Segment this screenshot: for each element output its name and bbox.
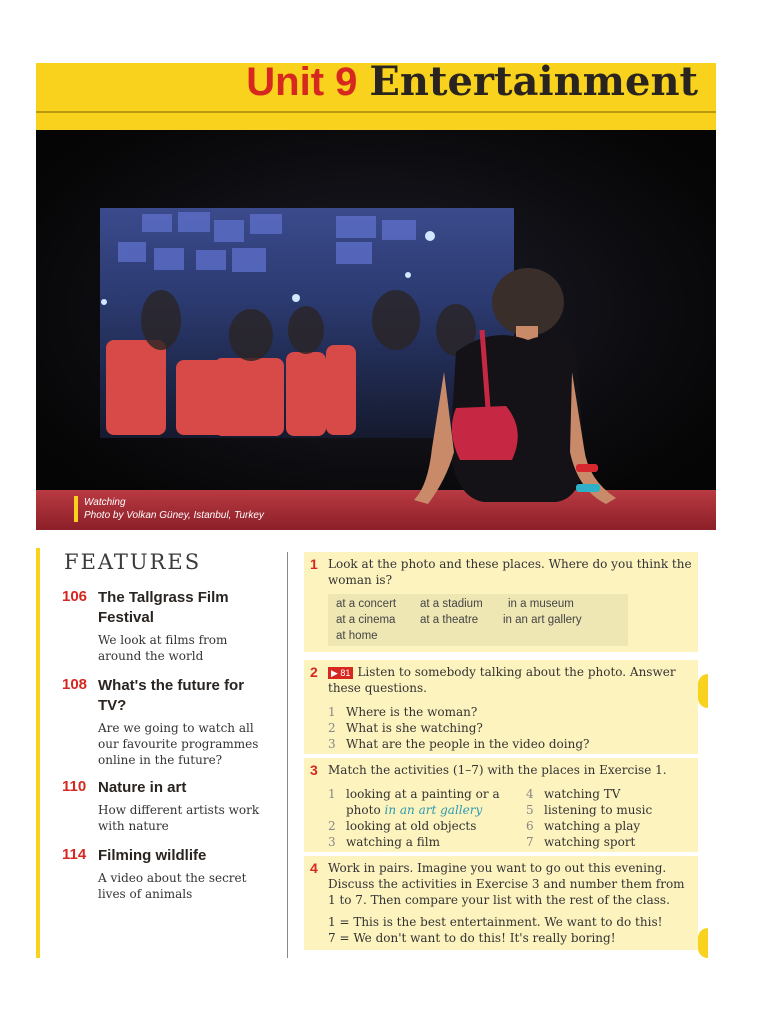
activity-item: photo in an art gallery: [346, 803, 483, 817]
feature-description: How different artists work with nature: [98, 803, 260, 833]
activity-item: 5 listening to music: [526, 803, 653, 817]
place-option: at a theatre: [420, 614, 479, 626]
unit-title: [246, 58, 698, 106]
unit-number: Unit 9: [246, 60, 358, 104]
handbag: [452, 406, 518, 460]
ranking-key-best: 1 = This is the best entertainment. We want to do this!: [328, 915, 663, 929]
banner-strip: [36, 113, 716, 130]
feature-item: [62, 778, 272, 834]
caption-title: Watching: [84, 497, 126, 508]
feature-item: [62, 846, 272, 902]
column-divider: [287, 552, 288, 958]
exercise-1: [304, 552, 698, 652]
features-accent-bar: [36, 548, 40, 958]
place-option: in a museum: [508, 598, 574, 610]
audio-track-number: 81: [340, 668, 351, 678]
question-item: 2 What is she watching?: [328, 721, 483, 735]
exercise-instruction: Work in pairs. Imagine you want to go out this evening. Discuss the activities in Exercise 3 and number them from 1 to 7. Then compare your list with the rest of the class.: [328, 861, 685, 907]
feature-heading[interactable]: Nature in art: [98, 779, 187, 796]
activity-item: 4 watching TV: [526, 787, 621, 801]
feature-description: Are we going to watch all our favourite programmes online in the future?: [98, 721, 259, 767]
page-edge-tab: [698, 928, 708, 958]
place-option: at home: [336, 630, 378, 642]
feature-page-number: 108: [62, 676, 88, 693]
feature-heading[interactable]: What's the future for TV?: [98, 677, 245, 714]
caption-credit: Photo by Volkan Güney, Istanbul, Turkey: [84, 510, 264, 521]
feature-page-number: 106: [62, 588, 88, 605]
features-title: FEATURES: [64, 550, 202, 574]
feature-item: [62, 588, 272, 664]
feature-heading[interactable]: Filming wildlife: [98, 847, 207, 864]
exercise-number: 2: [310, 664, 318, 680]
cinema-scene-illustration: [36, 130, 716, 530]
page-edge-tab: [698, 674, 708, 708]
activity-item: 7 watching sport: [526, 835, 636, 849]
place-option: in an art gallery: [503, 614, 582, 626]
exercise-number: 3: [310, 762, 318, 778]
place-option: at a cinema: [336, 614, 396, 626]
ranking-key-worst: 7 = We don't want to do this! It's really boring!: [328, 931, 616, 945]
unit-photo: [36, 130, 716, 530]
exercise-instruction: Match the activities (1–7) with the places in Exercise 1.: [328, 763, 667, 777]
feature-description: We look at films from around the world: [98, 633, 228, 663]
exercise-3: [304, 758, 698, 852]
exercise-2: [304, 660, 698, 754]
feature-description: A video about the secret lives of animals: [98, 871, 247, 901]
photo-caption: [74, 496, 264, 522]
question-item: 1 Where is the woman?: [328, 705, 478, 719]
feature-page-number: 114: [62, 846, 87, 863]
exercise-instruction-text: Listen to somebody talking about the photo. Answer these questions.: [328, 665, 676, 695]
places-box: [328, 594, 628, 646]
exercise-number: 4: [310, 860, 318, 876]
activity-item: 6 watching a play: [526, 819, 641, 833]
place-option: at a stadium: [420, 598, 483, 610]
exercise-instruction: Look at the photo and these places. Where do you think the woman is?: [328, 557, 692, 587]
unit-name: Entertainment: [369, 58, 698, 105]
exercise-number: 1: [310, 556, 318, 572]
feature-heading[interactable]: The Tallgrass Film Festival: [98, 589, 229, 626]
audio-track-icon[interactable]: ▶ 81: [328, 667, 353, 679]
activity-item: 3 watching a film: [328, 835, 440, 849]
activity-item: 2 looking at old objects: [328, 819, 477, 833]
example-answer: in an art gallery: [384, 803, 483, 817]
activity-item: 1 looking at a painting or a: [328, 787, 500, 801]
feature-item: [62, 676, 272, 768]
feature-page-number: 110: [62, 778, 87, 795]
place-option: at a concert: [336, 598, 397, 610]
question-item: 3 What are the people in the video doing?: [328, 737, 590, 751]
exercise-instruction: [328, 664, 694, 696]
exercise-4: [304, 856, 698, 950]
